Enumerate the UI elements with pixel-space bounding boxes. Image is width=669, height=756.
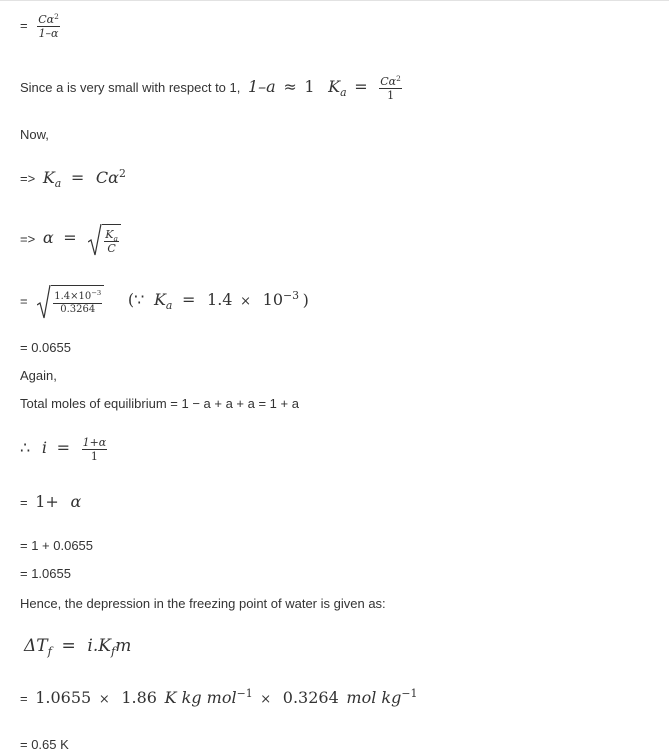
- i-kf-m: $i.K_fm$: [87, 636, 132, 659]
- numerator-exponent: 2: [54, 11, 59, 21]
- text-line-total-moles: Total moles of equilibrium = 1 − a + a + a = 1 + a: [20, 396, 299, 411]
- equals-sign: =: [61, 636, 76, 656]
- because-symbol: (∵: [127, 290, 145, 310]
- c-alpha-squared: $C\alpha^2$: [95, 167, 126, 187]
- fraction: $\frac{1.4\times 10^{-3}}{0.3264}$: [54, 289, 102, 315]
- equation-line-15: [24, 636, 132, 659]
- value-m: 0.3264: [282, 688, 339, 707]
- square-root: [37, 285, 104, 319]
- radical-icon: [37, 285, 51, 319]
- result-i: = 1.0655: [20, 566, 71, 581]
- fraction: [37, 11, 60, 40]
- implies-prefix: =>: [20, 231, 36, 247]
- final-result: = 0.65 K: [20, 737, 69, 752]
- alpha-symbol: α: [42, 228, 54, 248]
- value-kf: 1.86: [121, 688, 157, 707]
- equals-prefix: =: [20, 293, 28, 309]
- equals-sign: =: [63, 228, 77, 248]
- times-sign: ×: [240, 294, 252, 310]
- equation-line-2: [20, 73, 402, 102]
- approx-symbol: ≈: [283, 76, 297, 96]
- fraction: $\frac{C\alpha^2}{1}$: [380, 73, 401, 102]
- value-i: 1.0655: [35, 688, 92, 707]
- equals-prefix: =: [20, 17, 28, 33]
- unit-m: mol $kg^{-1}$: [346, 687, 418, 707]
- radical-icon: [88, 224, 102, 256]
- one-plus: 1+: [35, 492, 59, 511]
- equation-line-16: [20, 688, 417, 707]
- alpha-symbol: α: [70, 492, 82, 511]
- sum-line: = 1 + 0.0655: [20, 538, 94, 553]
- square-root: [88, 224, 121, 256]
- equals-sign: =: [182, 290, 196, 310]
- fraction: $\frac{K_a}{C}$: [105, 228, 118, 255]
- equation-line-1: [20, 11, 60, 40]
- ka-symbol: $K_a$: [328, 76, 347, 99]
- fraction: $\frac{1+\alpha}{1}$: [82, 436, 107, 463]
- power-of-ten: $10^{-3}$: [262, 289, 300, 310]
- one-value: 1: [304, 76, 315, 96]
- numerator: Cα: [38, 13, 55, 26]
- text-line-now: Now,: [20, 127, 49, 142]
- denominator: 1–α: [38, 27, 59, 40]
- vant-hoff-i: i: [41, 437, 47, 457]
- equals-prefix: =: [20, 495, 28, 510]
- equals-sign: =: [354, 76, 368, 96]
- unit-kf: K kg mol$^{-1}$: [164, 687, 253, 707]
- equation-line-4: [20, 167, 126, 190]
- close-paren: ): [302, 290, 309, 310]
- result-alpha: = 0.0655: [20, 340, 71, 355]
- equation-line-5: [20, 224, 121, 256]
- implies-prefix: =>: [20, 171, 36, 186]
- top-divider: [0, 0, 669, 1]
- equation-line-10: [20, 437, 107, 462]
- text-line-again: Again,: [20, 368, 57, 383]
- equation-line-6: [20, 285, 309, 319]
- delta-tf: $\Delta T_f$: [24, 636, 52, 659]
- ka-value: 1.4: [207, 290, 233, 310]
- math-expression: 1–a: [247, 76, 276, 96]
- therefore-symbol: ∴: [20, 437, 31, 457]
- times-sign: ×: [260, 692, 272, 707]
- equation-line-11: [20, 492, 81, 511]
- equals-sign: =: [70, 168, 85, 187]
- ka-symbol: $K_a$: [153, 290, 173, 313]
- ka-symbol: $K_a$: [42, 168, 62, 190]
- equals-prefix: =: [20, 691, 28, 706]
- times-sign: ×: [98, 692, 110, 707]
- sentence-text: Since a is very small with respect to 1,: [20, 79, 241, 95]
- text-line-hence: Hence, the depression in the freezing point of water is given as:: [20, 596, 386, 611]
- equals-sign: =: [56, 437, 70, 457]
